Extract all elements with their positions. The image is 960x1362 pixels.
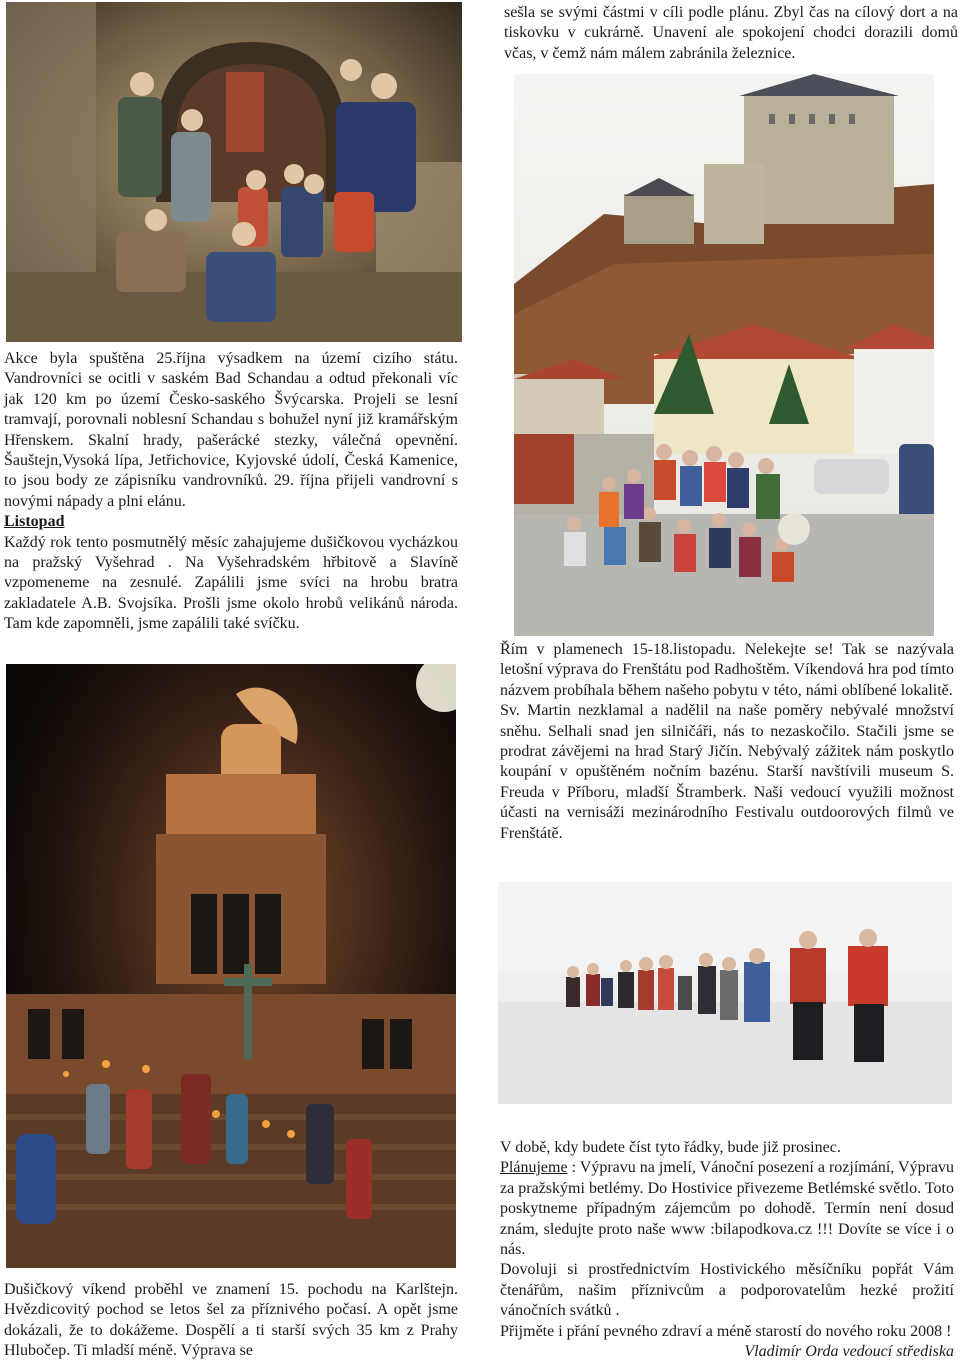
text-planujeme: : Výpravu na jmelí, Vánoční posezení a rozjímání, Výpravu za pražskými betlémy. Do Hostivice přivezeme Betlémské světlo. Toto poskytneme případným zájemcům po dohodě. Termín není dosud znám, sledujte proto naše www :bilapodkova.cz !!! Dovíte se více i o nás. <box>500 1159 954 1259</box>
photo-snow-hike <box>498 882 952 1104</box>
photo-karlstejn-castle-group <box>514 74 934 636</box>
paragraph-wishes: Dovoluji si prostřednictvím Hostivického měsíčníku popřát Vám čtenářům, našim příznivcům a podporovatelům hezké prožití vánočních svátků . <box>500 1261 954 1320</box>
photo-cellar-children <box>6 2 462 342</box>
article-december-plans <box>500 1138 954 1362</box>
paragraph-october-trip: Akce byla spuštěna 25.října výsadkem na území cizího státu. Vandrovníci se ocitli v saském Bad Schandau a odtud překonali víc jak 120 km po území Česko-saského Švýcarska. Projeli se lesní tramvají, porovnali noblesní Schandau s bohužel nyní již kramářským Hřenskem. Skalní hrady, pašerácké stezky, válečná opevnění. Šauštejn,Vysoká lípa, Jetřichovice, Kyjovské údolí, Česká Kamenice, to jsou body ze zápisníku vandrovníků. 29. října přijeli vandrovní s novými nápady a plni elánu. <box>4 350 458 510</box>
paragraph-new-year <box>500 1322 954 1361</box>
article-continuation-top <box>504 3 958 64</box>
signature: Vladimír Orda vedoucí střediska <box>744 1343 954 1361</box>
paragraph-dusickovy-vikend: Dušičkový víkend proběhl ve znamení 15. pochodu na Karlštejn. Hvězdicovitý pochod se letos šel za příznivého počasí. A opět jsme dokázali, že to dokážeme. Dospělí a ti starší svých 35 km z Prahy Hlubočep. Ti mladší méně. Výprava se <box>4 1281 458 1360</box>
article-october-november <box>4 349 458 635</box>
paragraph-planujeme <box>500 1158 954 1260</box>
paragraph-rim-v-plamenech: Řím v plamenech 15-18.listopadu. Nelekejte se! Tak se nazývala letošní výprava do Frenštátu pod Radhoštěm. Víkendová hra pod tímto názvem probíhala během našeho pobytu v této, námi oblíbené lokalitě. <box>500 641 954 699</box>
paragraph-sv-martin: Sv. Martin nezklamal a nadělil na naše poměry nebývalé množství sněhu. Selhali snad jen silničáři, nás to nezaskočilo. Stačili jsme se prodrat závějemi na hrad Starý Jičín. Nebývalý zážitek nám poskytlo koupání v opuštěném nočním bazénu. Starší navštívili museum S. Freuda v Příboru, mladší Štramberk. Naši vedoucí využili možnost účasti na vernisáži mezinárodního Festivalu outdoorových filmů ve Frenštátě. <box>500 702 954 842</box>
article-frenstat <box>500 640 954 844</box>
paragraph-continuation: sešla se svými částmi v cíli podle plánu. Zbyl čas na cílový dort a na tiskovku v cukrárně. Unavení ale spokojení chodci dorazili domů včas, v čemž nám málem zabránila železnice. <box>504 4 958 62</box>
castle-illustration <box>514 74 934 636</box>
cellar-illustration <box>6 2 462 342</box>
label-planujeme: Plánujeme <box>500 1159 568 1177</box>
heading-listopad: Listopad <box>4 513 65 531</box>
paragraph-prosinec: V době, kdy budete číst tyto řádky, bude již prosinec. <box>500 1139 841 1156</box>
photo-vysehrad-night-monument <box>6 664 456 1268</box>
text-new-year: Přijměte i přání pevného zdraví a méně starostí do nového roku 2008 ! <box>500 1322 952 1340</box>
monument-illustration <box>6 664 456 1268</box>
article-karlstejn-march <box>4 1280 458 1362</box>
paragraph-november: Každý rok tento posmutnělý měsíc zahajujeme dušičkovou vycházkou na pražský Vyšehrad . Na Vyšehradském hřbitově a Slavíně vzpomeneme na zesnulé. Zapálili jsme svíci na hrobu bratra zakladatele A.B. Svojsíka. Prošli jsme okolo hrobů velikánů národa. Tam kde zapomněli, jsme zapálili také svíčku. <box>4 533 458 633</box>
snow-hike-illustration <box>498 882 952 1104</box>
